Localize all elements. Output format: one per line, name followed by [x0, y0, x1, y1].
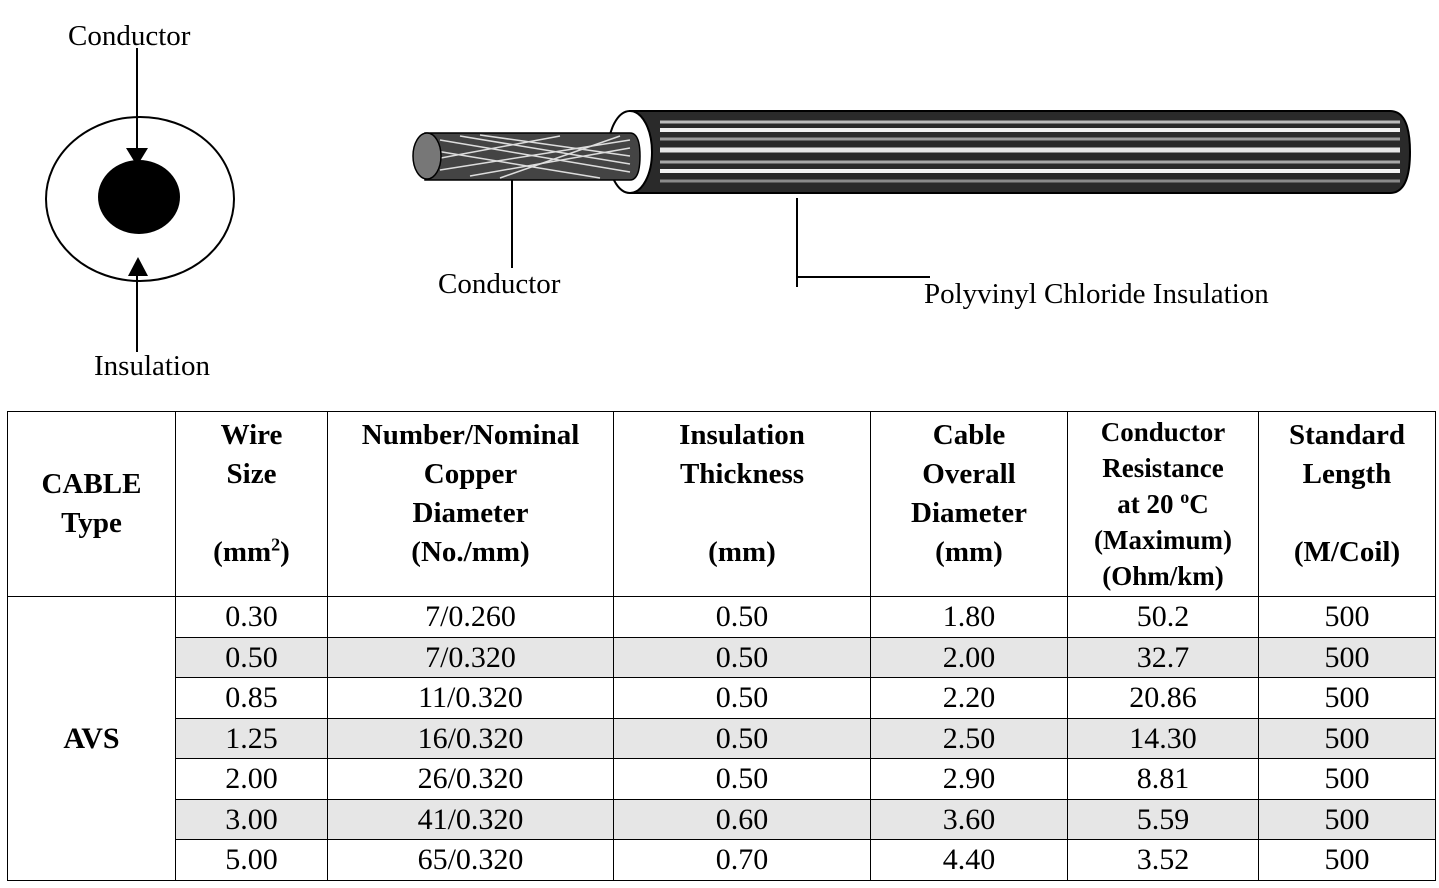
- insulation-cell: 0.50: [614, 759, 871, 800]
- insulation-cell: 0.50: [614, 637, 871, 678]
- copper-cell: 26/0.320: [328, 759, 614, 800]
- length-cell: 500: [1259, 799, 1436, 840]
- table-body: [8, 597, 1436, 881]
- copper-cell: 41/0.320: [328, 799, 614, 840]
- overall-cell: 2.00: [871, 637, 1068, 678]
- overall-cell: 4.40: [871, 840, 1068, 881]
- resistance-cell: 5.59: [1068, 799, 1259, 840]
- overall-cell: 2.20: [871, 678, 1068, 719]
- resistance-cell: 14.30: [1068, 718, 1259, 759]
- cross-section-conductor-label: Conductor: [68, 20, 191, 52]
- length-cell: 500: [1259, 718, 1436, 759]
- copper-cell: 16/0.320: [328, 718, 614, 759]
- table-row: [8, 637, 1436, 678]
- wire-size-cell: 0.85: [176, 678, 328, 719]
- wire-size-cell: 5.00: [176, 840, 328, 881]
- resistance-cell: 20.86: [1068, 678, 1259, 719]
- table-row: [8, 597, 1436, 638]
- table-row: [8, 799, 1436, 840]
- copper-cell: 7/0.320: [328, 637, 614, 678]
- copper-cell: 11/0.320: [328, 678, 614, 719]
- wire-size-cell: 1.25: [176, 718, 328, 759]
- resistance-cell: 3.52: [1068, 840, 1259, 881]
- conductor-core: [98, 160, 180, 234]
- copper-cell: 65/0.320: [328, 840, 614, 881]
- insulation-cell: 0.60: [614, 799, 871, 840]
- copper-cell: 7/0.260: [328, 597, 614, 638]
- resistance-cell: 8.81: [1068, 759, 1259, 800]
- side-view-insulation-label: Polyvinyl Chloride Insulation: [924, 278, 1269, 310]
- overall-cell: 1.80: [871, 597, 1068, 638]
- header-wire-size: Wire Size $(mm^2)$: [176, 412, 328, 597]
- header-conductor-resistance: Conductor Resistance at 20 $^o$C (Maximum) (Ohm/km): [1068, 412, 1259, 597]
- table-row: [8, 678, 1436, 719]
- resistance-cell: 32.7: [1068, 637, 1259, 678]
- overall-cell: 2.50: [871, 718, 1068, 759]
- side-view-conductor-label: Conductor: [438, 268, 561, 300]
- overall-cell: 3.60: [871, 799, 1068, 840]
- cross-section-insulation-label: Insulation: [94, 350, 210, 382]
- side-view-diagram: [413, 111, 1410, 287]
- insulation-leader-line: [797, 198, 930, 287]
- resistance-cell: 50.2: [1068, 597, 1259, 638]
- header-row: [8, 412, 1436, 597]
- length-cell: 500: [1259, 597, 1436, 638]
- cable-type-cell: AVS: [8, 597, 176, 881]
- wire-size-cell: 2.00: [176, 759, 328, 800]
- length-cell: 500: [1259, 840, 1436, 881]
- length-cell: 500: [1259, 759, 1436, 800]
- insulation-cell: 0.70: [614, 840, 871, 881]
- header-overall-diameter: Cable Overall Diameter (mm): [871, 412, 1068, 597]
- table-row: [8, 718, 1436, 759]
- header-insulation-thickness: Insulation Thickness (mm): [614, 412, 871, 597]
- cross-section-diagram: [46, 48, 234, 352]
- length-cell: 500: [1259, 678, 1436, 719]
- table-row: [8, 840, 1436, 881]
- conductor-end-face: [413, 133, 441, 179]
- header-cable-type: CABLE Type: [8, 412, 176, 597]
- overall-cell: 2.90: [871, 759, 1068, 800]
- length-cell: 500: [1259, 637, 1436, 678]
- cable-diagrams: [0, 0, 1439, 410]
- insulation-cell: 0.50: [614, 597, 871, 638]
- wire-size-cell: 0.50: [176, 637, 328, 678]
- insulation-cell: 0.50: [614, 718, 871, 759]
- wire-size-cell: 0.30: [176, 597, 328, 638]
- wire-size-cell: 3.00: [176, 799, 328, 840]
- cable-spec-table: [7, 411, 1436, 881]
- insulation-cell: 0.50: [614, 678, 871, 719]
- header-standard-length: Standard Length (M/Coil): [1259, 412, 1436, 597]
- table-row: [8, 759, 1436, 800]
- header-copper-diameter: Number/Nominal Copper Diameter (No./mm): [328, 412, 614, 597]
